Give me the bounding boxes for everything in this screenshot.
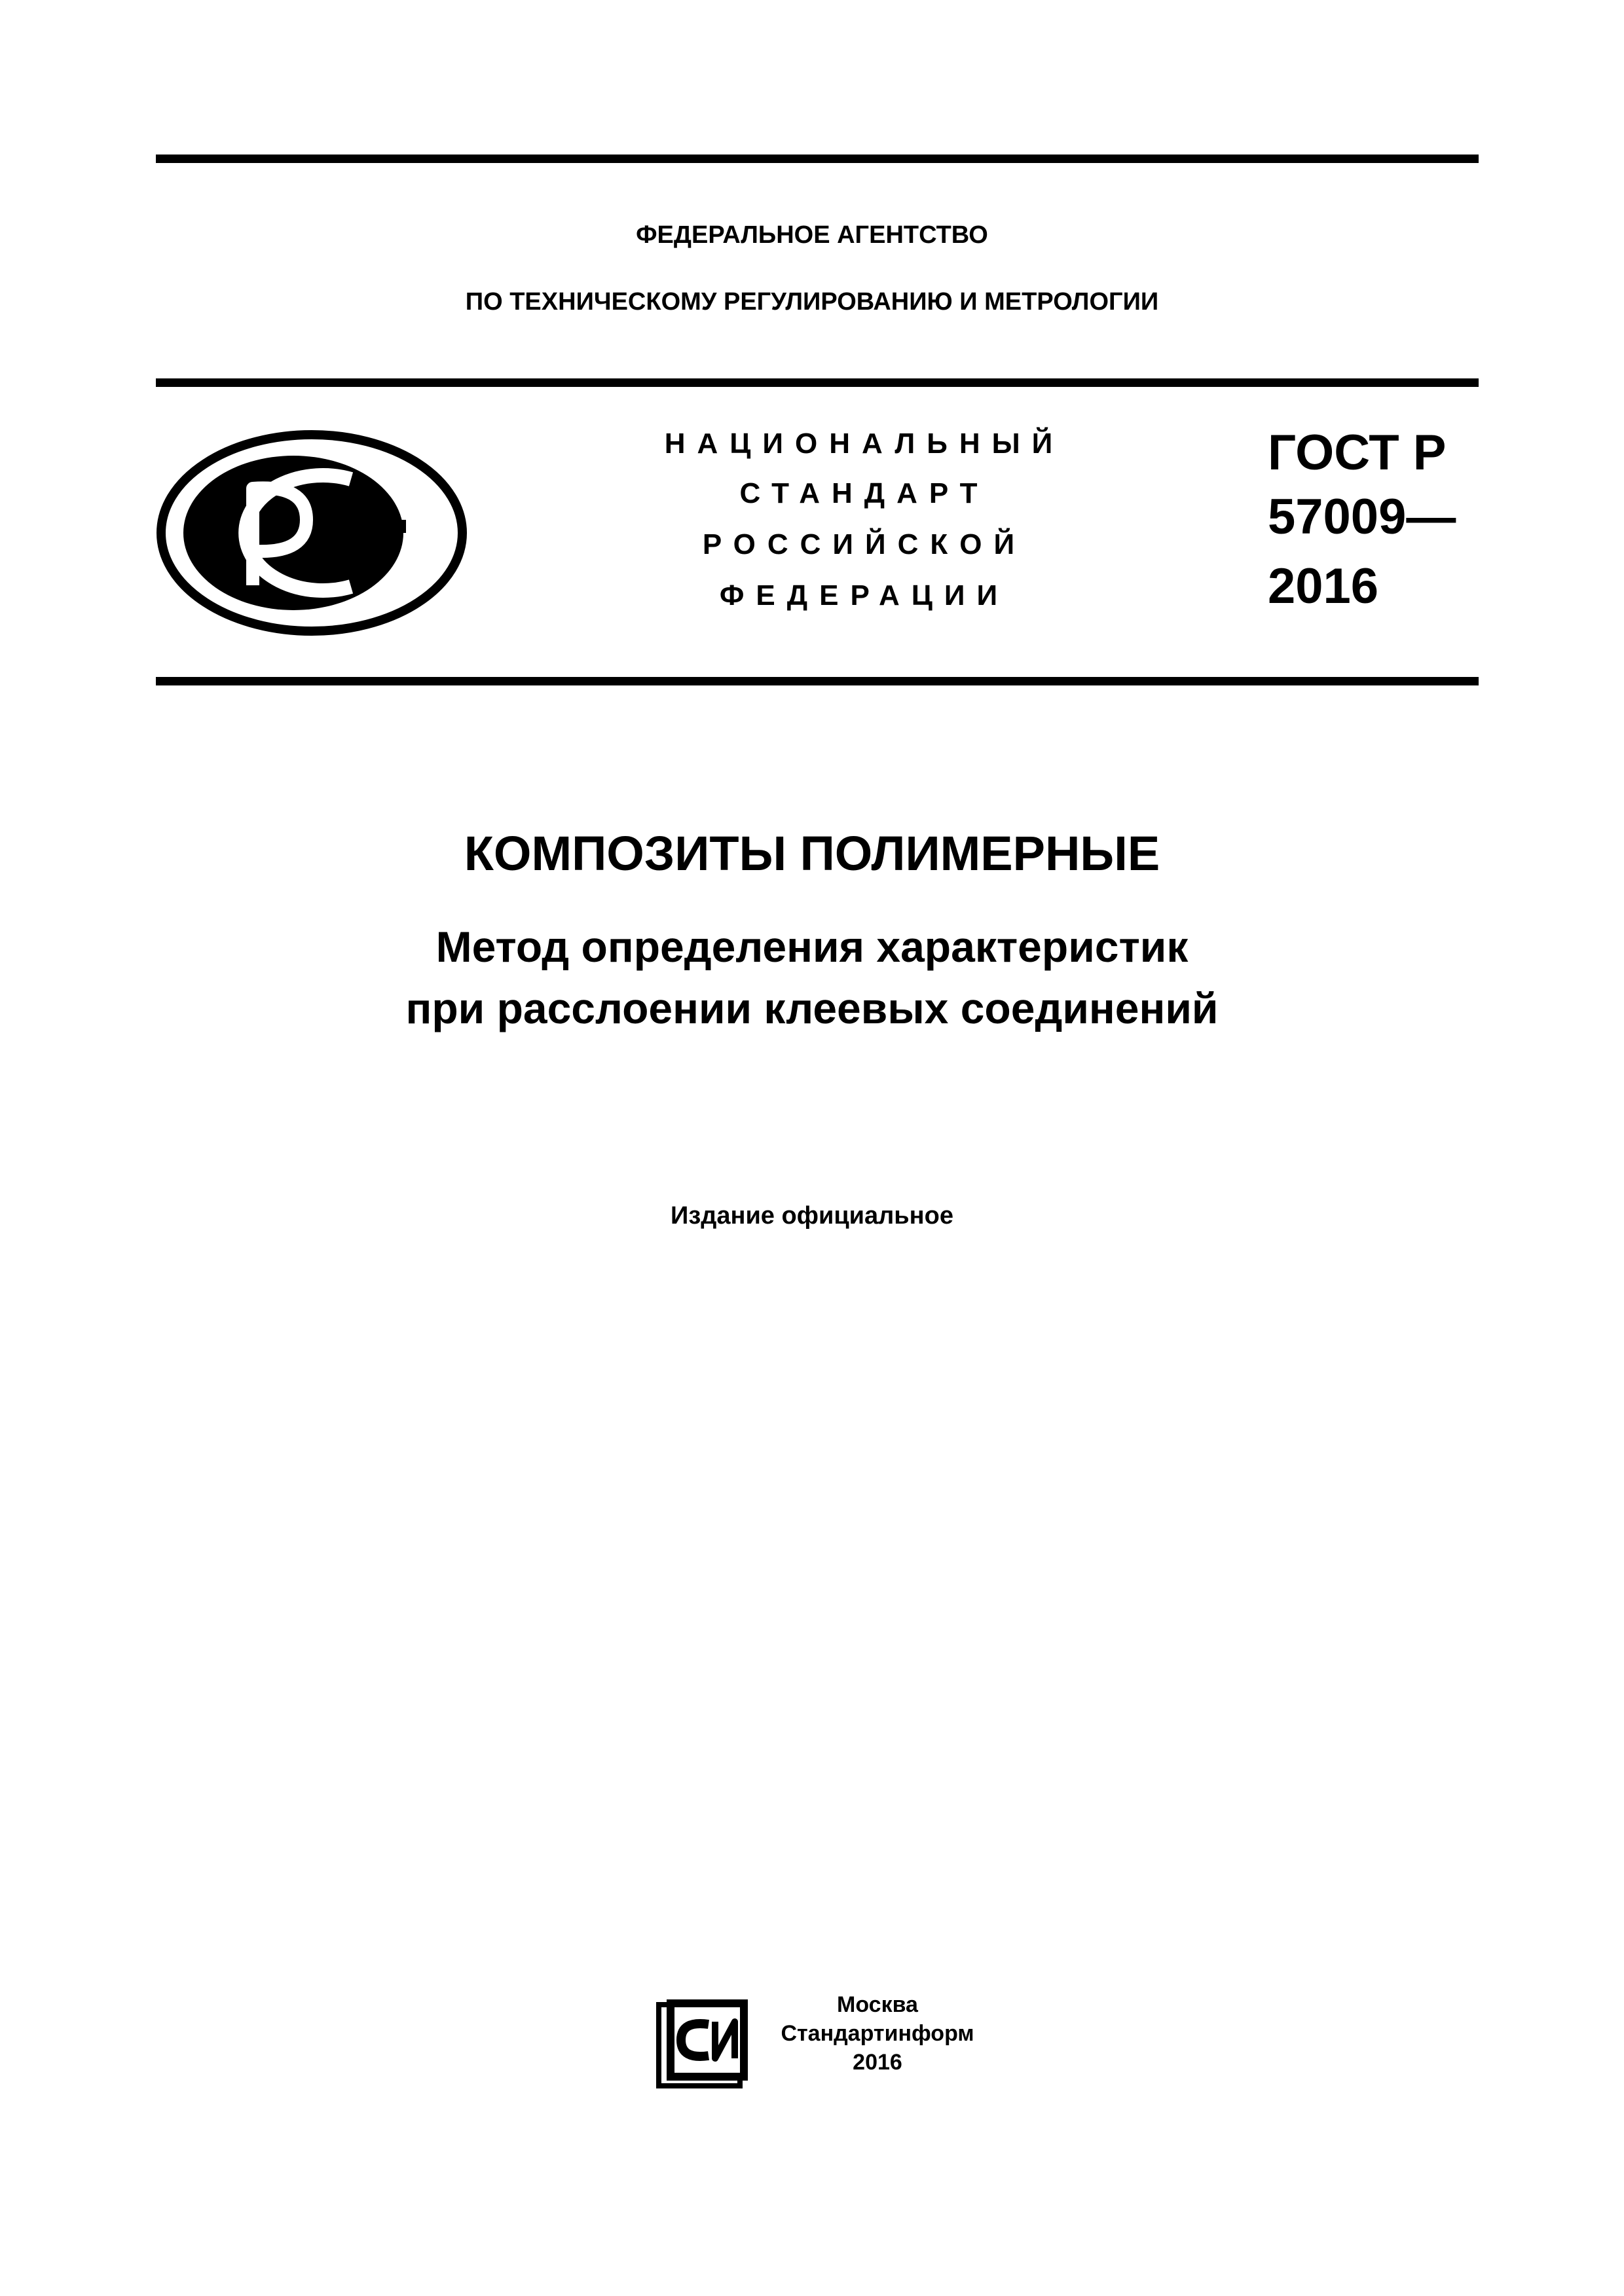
middle-rule [156, 378, 1479, 387]
document-subtitle-line-1: Метод определения характеристик [435, 922, 1189, 971]
standard-type-line-4: ФЕДЕРАЦИИ [719, 579, 1010, 611]
standartinform-logo-icon [655, 1995, 750, 2091]
agency-line-1: ФЕДЕРАЛЬНОЕ АГЕНТСТВО [636, 221, 988, 249]
imprint-city: Москва [837, 1992, 918, 2017]
imprint-publisher: Стандартинформ [781, 2021, 974, 2046]
bottom-rule [156, 677, 1479, 685]
edition-note: Издание официальное [671, 1202, 953, 1230]
agency-line-2: ПО ТЕХНИЧЕСКОМУ РЕГУЛИРОВАНИЮ И МЕТРОЛОГИИ [465, 288, 1159, 316]
document-subtitle-line-2: при расслоении клеевых соединений [405, 984, 1219, 1032]
gost-r-emblem-icon [155, 428, 469, 638]
designation-line-3: 2016 [1268, 558, 1379, 614]
document-title: КОМПОЗИТЫ ПОЛИМЕРНЫЕ [464, 826, 1160, 881]
standard-type-line-1: НАЦИОНАЛЬНЫЙ [664, 428, 1065, 460]
designation-line-1: ГОСТ Р [1268, 425, 1447, 481]
standard-type-line-2: СТАНДАРТ [739, 477, 989, 509]
designation-line-2: 57009— [1268, 489, 1456, 545]
top-rule [156, 155, 1479, 163]
standard-type-line-3: РОССИЙСКОЙ [702, 528, 1027, 560]
imprint-year: 2016 [853, 2050, 902, 2075]
